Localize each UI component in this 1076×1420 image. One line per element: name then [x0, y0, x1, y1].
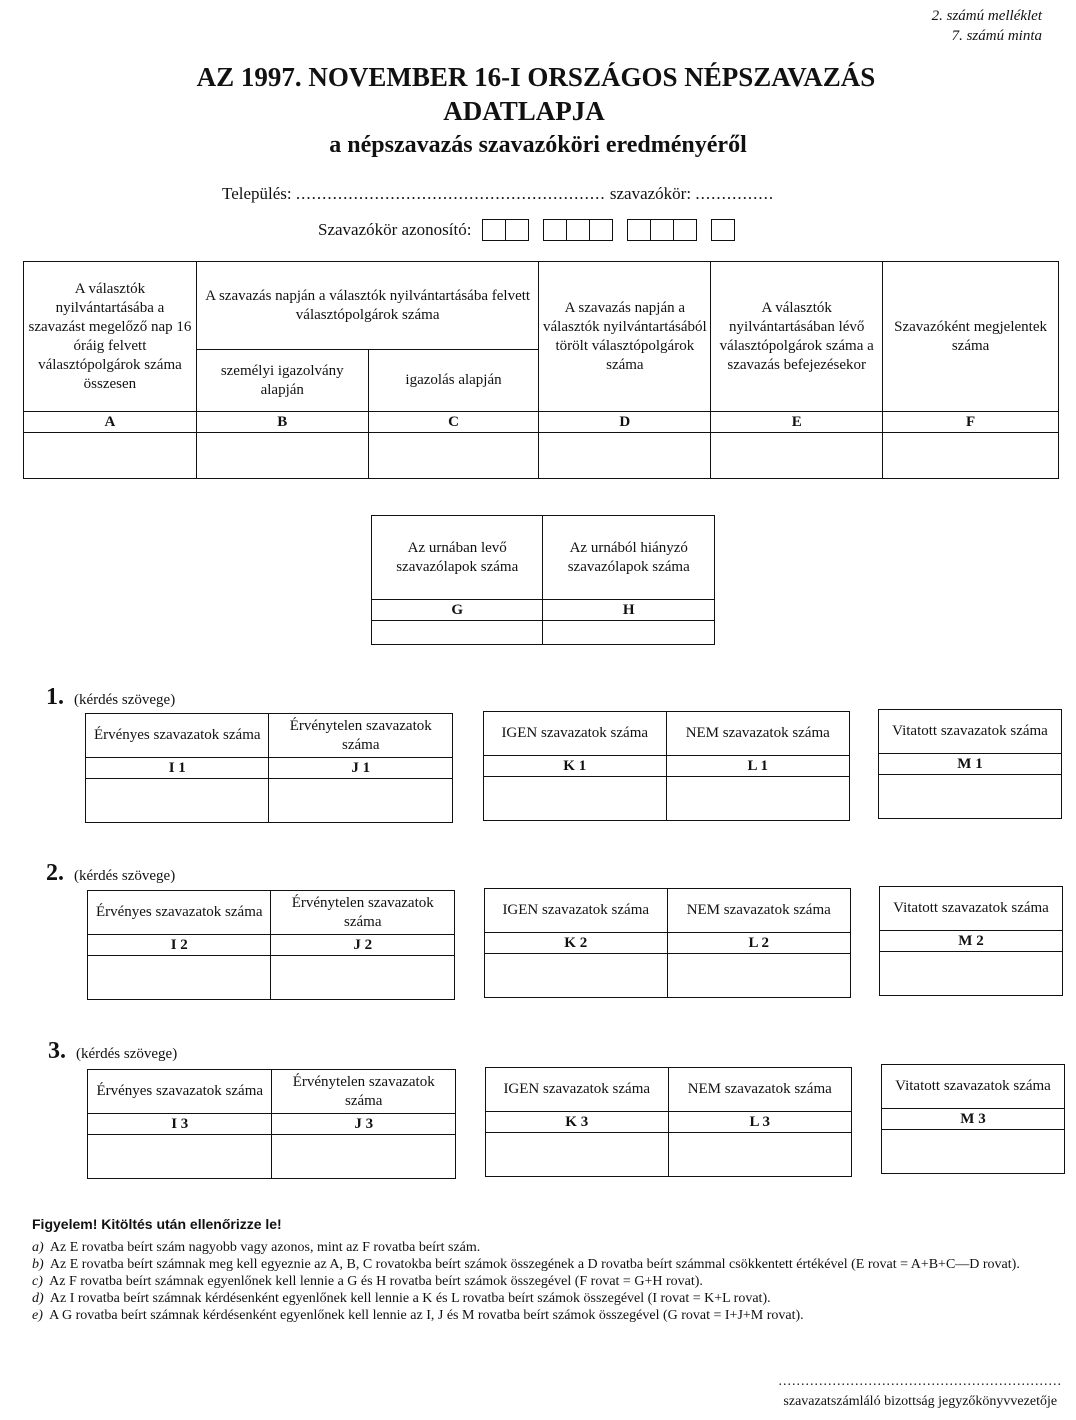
district-label: szavazókör: — [609, 184, 692, 203]
code-e: E — [711, 412, 883, 433]
q2-valid-table — [87, 890, 455, 1000]
input-j2[interactable] — [271, 956, 455, 1000]
col-d-header: A szavazás napján a választók nyilvántartásából törölt választópolgárok száma — [539, 262, 711, 412]
input-k2[interactable] — [485, 954, 668, 998]
gh-table — [371, 515, 715, 645]
signature-block — [779, 1374, 1063, 1410]
input-i1[interactable] — [86, 779, 269, 823]
q1-valid-table — [85, 713, 453, 823]
input-k1[interactable] — [484, 777, 667, 821]
note-d: d) Az I rovatba beírt számnak kérdésenként egyenlőnek kell lennie a K és L rovatba beírt számok összegével (I rovat = K+L rovat). — [32, 1291, 771, 1306]
input-m2[interactable] — [880, 952, 1063, 996]
q1-disputed-table — [878, 709, 1062, 819]
input-i2[interactable] — [88, 956, 271, 1000]
q1-yes-header: IGEN szavazatok száma — [484, 712, 667, 756]
note-c: c) Az F rovatba beírt számnak egyenlőnek kell lennie a G és H rovatba beírt számok összegével (F rovat = G+H rovat). — [32, 1274, 703, 1289]
code-a: A — [24, 412, 197, 433]
q2-disputed-table — [879, 886, 1063, 996]
q2-invalid-header: Érvénytelen szavazatok száma — [271, 891, 455, 935]
settlement-label: Település: — [222, 184, 292, 203]
input-m3[interactable] — [882, 1130, 1065, 1174]
code-i2: I 2 — [88, 935, 271, 956]
col-f-header: Szavazóként megjelentek száma — [883, 262, 1059, 412]
code-l3: L 3 — [668, 1112, 852, 1133]
input-l2[interactable] — [667, 954, 851, 998]
q3-valid-header: Érvényes szavazatok száma — [88, 1070, 272, 1114]
input-l3[interactable] — [668, 1133, 852, 1177]
code-j3: J 3 — [272, 1114, 456, 1135]
q3-disputed-table — [881, 1064, 1065, 1174]
q3-invalid-header: Érvénytelen szavazatok száma — [272, 1070, 456, 1114]
q3-yes-header: IGEN szavazatok száma — [486, 1068, 669, 1112]
code-j1: J 1 — [269, 758, 453, 779]
q3-no-header: NEM szavazatok száma — [668, 1068, 852, 1112]
district-field[interactable]: ............... — [695, 184, 775, 203]
input-g[interactable] — [372, 621, 543, 645]
note-a: a) Az E rovatba beírt szám nagyobb vagy azonos, mint az F rovatba beírt szám. — [32, 1240, 481, 1255]
code-m1: M 1 — [879, 754, 1062, 775]
col-c-header: igazolás alapján — [368, 350, 539, 412]
question-1-heading — [46, 684, 175, 711]
col-h-header: Az urnából hiányzó szavazólapok száma — [543, 516, 715, 600]
title-line-3: a népszavazás szavazóköri eredményéről — [329, 132, 747, 158]
q1-yesno-table — [483, 711, 850, 821]
input-c[interactable] — [368, 433, 539, 479]
q1-valid-header: Érvényes szavazatok száma — [86, 714, 269, 758]
q3-yesno-table — [485, 1067, 852, 1177]
annex-reference — [932, 6, 1042, 46]
code-b: B — [196, 412, 368, 433]
col-e-header: A választók nyilvántartásában lévő választópolgárok száma a szavazás befejezésekor — [711, 262, 883, 412]
input-f[interactable] — [883, 433, 1059, 479]
code-h: H — [543, 600, 715, 621]
district-id-group-2[interactable] — [543, 219, 613, 241]
input-j1[interactable] — [269, 779, 453, 823]
question-2-number: 2. — [46, 860, 64, 886]
district-id-row — [318, 219, 749, 245]
district-id-group-3[interactable] — [627, 219, 697, 241]
input-m1[interactable] — [879, 775, 1062, 819]
code-j2: J 2 — [271, 935, 455, 956]
title-line-2: ADATLAPJA — [443, 96, 605, 126]
q2-yes-header: IGEN szavazatok száma — [485, 889, 668, 933]
code-f: F — [883, 412, 1059, 433]
code-i1: I 1 — [86, 758, 269, 779]
main-table — [23, 261, 1059, 479]
input-d[interactable] — [539, 433, 711, 479]
settlement-field[interactable]: ........................................................... — [295, 184, 606, 203]
question-2-text: (kérdés szövege) — [74, 868, 176, 884]
code-g: G — [372, 600, 543, 621]
q2-yesno-table — [484, 888, 851, 998]
code-l2: L 2 — [667, 933, 851, 954]
question-1-number: 1. — [46, 684, 64, 710]
notes-section — [32, 1216, 1072, 1324]
q2-disputed-header: Vitatott szavazatok száma — [880, 887, 1063, 931]
signature-line[interactable]: ............................................................... — [778, 1374, 1062, 1389]
q1-invalid-header: Érvénytelen szavazatok száma — [269, 714, 453, 758]
note-b: b) Az E rovatba beírt számnak meg kell egyeznie az A, B, C rovatokba beírt számok összegének a D rovatba beírt számmal csökkentett értékével (E rovat = A+B+C—D rovat). — [32, 1257, 1020, 1272]
code-m2: M 2 — [880, 931, 1063, 952]
q2-valid-header: Érvényes szavazatok száma — [88, 891, 271, 935]
q3-valid-table — [87, 1069, 456, 1179]
question-2-heading — [46, 860, 175, 887]
district-id-group-1[interactable] — [482, 219, 529, 241]
code-m3: M 3 — [882, 1109, 1065, 1130]
input-j3[interactable] — [272, 1135, 456, 1179]
title-line-1: AZ 1997. NOVEMBER 16-I ORSZÁGOS NÉPSZAVAZÁS — [196, 62, 876, 92]
code-k2: K 2 — [485, 933, 668, 954]
q3-disputed-header: Vitatott szavazatok száma — [882, 1065, 1065, 1109]
question-3-text: (kérdés szövege) — [76, 1046, 178, 1062]
input-e[interactable] — [711, 433, 883, 479]
annex-line-2: 7. számú minta — [951, 28, 1042, 44]
q2-no-header: NEM szavazatok száma — [667, 889, 851, 933]
input-l1[interactable] — [666, 777, 850, 821]
code-l1: L 1 — [666, 756, 850, 777]
question-1-text: (kérdés szövege) — [74, 692, 176, 708]
district-id-group-4[interactable] — [711, 219, 735, 241]
signature-caption: szavazatszámláló bizottság jegyzőkönyvvezetője — [783, 1394, 1058, 1409]
col-a-header: A választók nyilvántartásába a szavazást megelőző nap 16 óráig felvett választópolgárok száma összesen — [24, 262, 197, 412]
col-b-header: személyi igazolvány alapján — [196, 350, 368, 412]
settlement-field-row — [222, 184, 774, 204]
code-k3: K 3 — [486, 1112, 669, 1133]
col-bc-header: A szavazás napján a választók nyilvántartásába felvett választópolgárok száma — [196, 262, 539, 350]
col-g-header: Az urnában levő szavazólapok száma — [372, 516, 543, 600]
input-a[interactable] — [24, 433, 197, 479]
note-e: e) A G rovatba beírt számnak kérdésenként egyenlőnek kell lennie az I, J és M rovatba beírt számok összegével (G rovat = I+J+M rovat). — [32, 1308, 804, 1323]
input-h[interactable] — [543, 621, 715, 645]
input-b[interactable] — [196, 433, 368, 479]
input-i3[interactable] — [88, 1135, 272, 1179]
district-id-label: Szavazókör azonosító: — [318, 220, 472, 240]
code-k1: K 1 — [484, 756, 667, 777]
question-3-heading — [48, 1038, 177, 1065]
question-3-number: 3. — [48, 1038, 66, 1064]
input-k3[interactable] — [486, 1133, 669, 1177]
q1-no-header: NEM szavazatok száma — [666, 712, 850, 756]
code-i3: I 3 — [88, 1114, 272, 1135]
notes-heading: Figyelem! Kitöltés után ellenőrizze le! — [32, 1216, 282, 1232]
q1-disputed-header: Vitatott szavazatok száma — [879, 710, 1062, 754]
code-c: C — [368, 412, 539, 433]
code-d: D — [539, 412, 711, 433]
annex-line-1: 2. számú melléklet — [931, 8, 1042, 24]
